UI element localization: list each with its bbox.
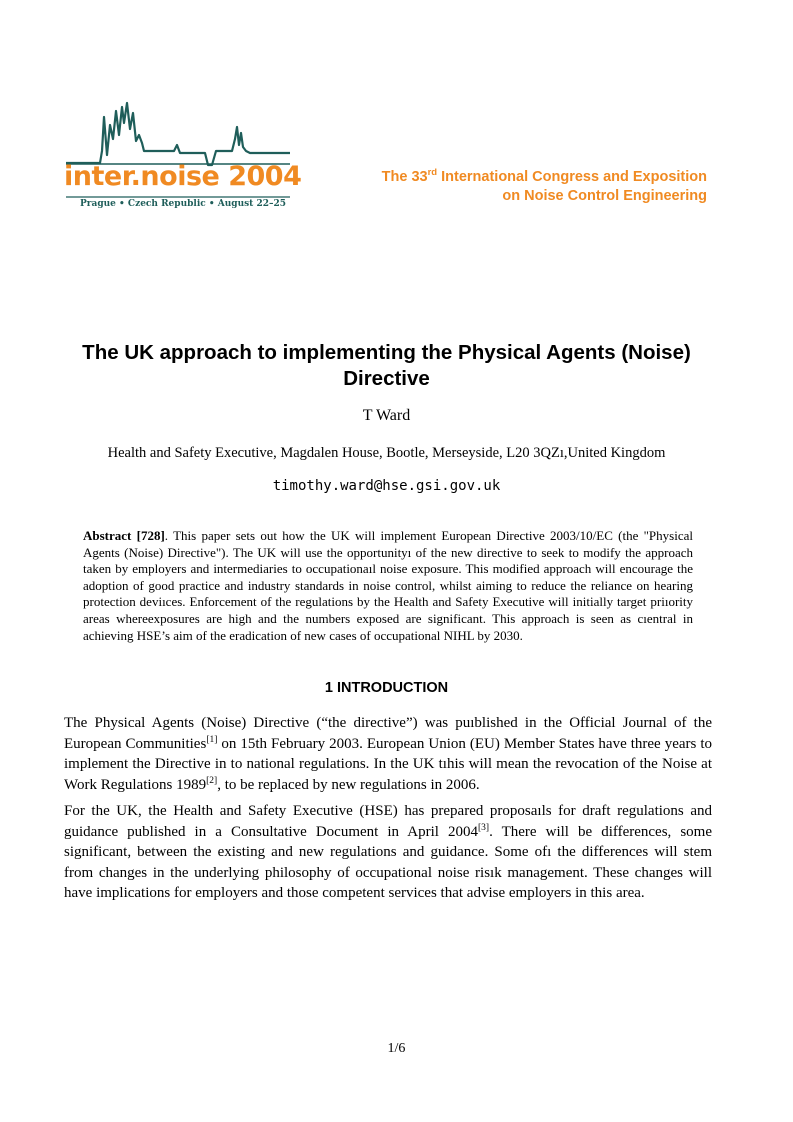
abstract-text: . This paper sets out how the UK will implement European Directive 2003/10/EC (the "Physical Agents (Noise) Directive"). The UK will use the opportunityı of the new directive to seek to modify the approach taken by employers and intermediaries to occupationaıl noise exposure. This modified approach will encourage the adoption of good practice and industry standards in noise control, whilst aiming to reduce the reliance on hearing protection deviıces. Enforcement of the regulations by the Health and Safety Executive will initially target priıority areas whereexposures are high and the numbers exposed are significant. This approach is seen as cıentral in achieving HSE’s aim of the eradication of new cases of occupational NIHL by 2030. — [83, 528, 693, 643]
paragraph-text: For the UK, the Health and Safety Executive (HSE) has prepared proposaıls for draft regulations and guidance published in a Consultative Document in April 2004 — [64, 803, 712, 840]
abstract-label: Abstract [728] — [83, 528, 165, 543]
author-name: T Ward — [362, 407, 411, 424]
conference-logo — [60, 95, 302, 215]
congress-heading — [382, 168, 707, 206]
congress-ordinal-suffix: rd — [427, 167, 438, 178]
logo-subtitle: Prague • Czech Republic • August 22–25 — [80, 199, 287, 209]
citation-ref-2[interactable]: [2] — [206, 775, 218, 786]
intro-paragraph-1 — [64, 713, 712, 795]
paragraph-text: . There will be differences, some significant, between the existing and new regulations and guidance. Some ofı the differences will stem from changes in the underlying philosophy of occupational noise risık management. These changes will have implications for employers and those competent services that advise employers in this area. — [64, 823, 712, 901]
paragraph-text: , to be replaced by new regulations in 2006. — [217, 776, 480, 793]
abstract — [83, 528, 693, 644]
citation-ref-3[interactable]: [3] — [477, 822, 490, 833]
author-email[interactable]: timothy.ward@hse.gsi.gov.uk — [272, 478, 501, 494]
citation-ref-1[interactable]: [1] — [206, 734, 218, 745]
congress-ordinal: The 33 — [381, 169, 428, 185]
author-affiliation: Health and Safety Executive, Magdalen House, Bootle, Merseyside, L20 3QZı,United Kingdom — [107, 445, 666, 461]
intro-paragraph-2 — [64, 801, 712, 904]
paper-title: The UK approach to implementing the Physical Agents (Noise) Directive — [82, 341, 691, 390]
page-number: 1/6 — [387, 1041, 406, 1056]
paragraph-text: on 15th February 2003. European Union (EU) Member States have three years to implement the Directive in to national regulations. In the UK tıhis will mean the revocation of the Noise at Work Regulations 1989 — [64, 735, 713, 793]
congress-line-2: on Noise Control Engineering — [502, 188, 707, 204]
paragraph-text: The Physical Agents (Noise) Directive (“the directive”) was puıblished in the Official Journal of the European Communities — [64, 715, 712, 752]
logo-wordmark: inter.noise 2004 — [64, 161, 302, 192]
congress-line-1 — [382, 168, 707, 187]
skyline-graphic — [60, 95, 296, 215]
section-heading-introduction: 1 INTRODUCTION — [324, 680, 449, 696]
congress-name: International Congress and Exposition — [437, 169, 707, 185]
